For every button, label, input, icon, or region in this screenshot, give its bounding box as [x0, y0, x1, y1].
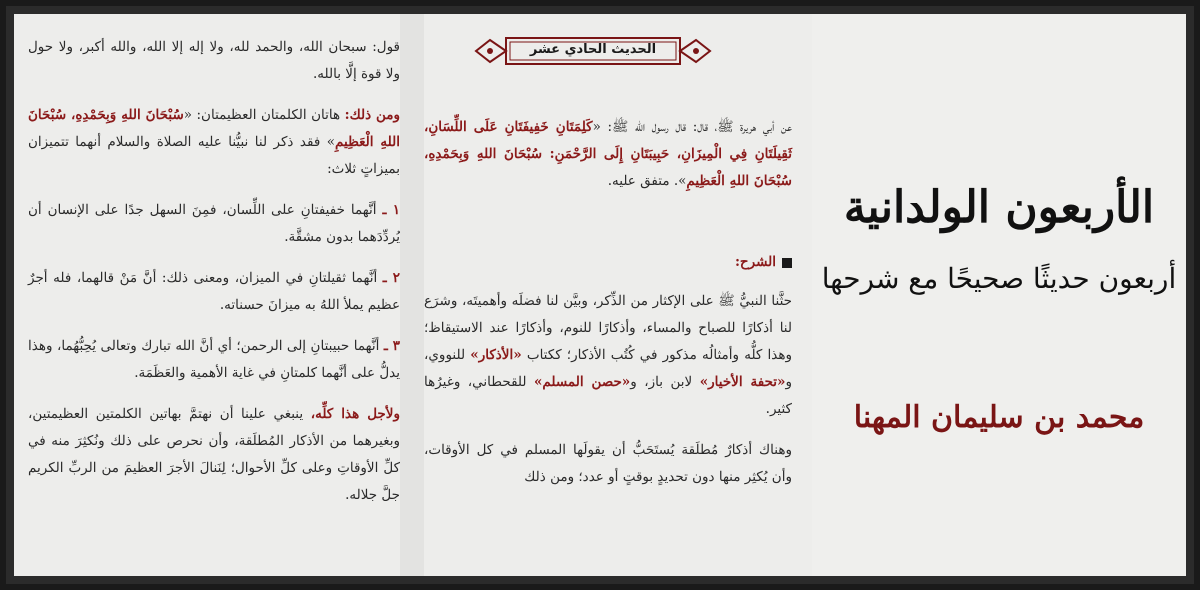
book-spread — [14, 14, 1186, 576]
hadith-quote: كَلِمَتَانِ خَفِيفَتَانِ عَلَى اللِّسَانِ، ثَقِيلَتَانِ فِي الْمِيزَانِ، حَبِيبَتَانِ إِلَى الرَّحْمَنِ: سُبْحَانَ اللهِ وَبِحَمْدِهِ، سُبْحَانَ اللهِ الْعَظِيمِ — [424, 119, 792, 189]
book-title-sub: أربعون حديثًا صحيحًا مع شرحها — [821, 262, 1177, 295]
item-text: أنَّهما حبيبتانِ إلى الرحمن؛ أي أنَّ الله تبارك وتعالى يُحِبُّهُما، وهذا يدلُّ على أنَّهما كلمتانِ في غاية الأهمية والعَظَمَة. — [28, 338, 400, 381]
sharh-heading: الشرح: — [734, 254, 776, 270]
book-title: «الأذكار» — [470, 347, 522, 363]
book-title: «تحفة الأخيار» — [699, 374, 786, 390]
hadith-intro: عن أبي هريرة ﷺ، قال: قال رسول الله ﷺ: « — [592, 119, 793, 135]
list-item-2 — [28, 265, 400, 319]
sharh-paragraph-2: وهناك أذكارٌ مُطلَقة يُستَحَبُّ أن يقولَها المسلم في كل الأوقات، وأن يُكثِر منها دون تحديدٍ بوقتٍ أو عدد؛ ومن ذلك — [424, 442, 792, 485]
item-number: ٣ ـ — [383, 338, 401, 354]
text-part: للقحطاني، وغيرُها كثير. — [424, 374, 792, 417]
middle-page-column — [424, 14, 792, 576]
paragraph-two-words — [28, 102, 400, 183]
text-part: ينبغي علينا أن نهتمَّ بهاتين الكلمتين العظيمتين، وبغيرهما من الأذكار المُطلَقة، وأن نحرص على ذلك ونُكثِرَ منه في كلِّ الأوقاتِ وعلى كلِّ الأحوال؛ لِنَنالَ الأجرَ العظيمَ من الربِّ الكريم جلَّ جلاله. — [28, 406, 400, 503]
list-item-1 — [28, 197, 400, 251]
page-gutter — [400, 14, 424, 576]
book-title: «حصن المسلم» — [533, 374, 631, 390]
hadith-closing: ». متفق عليه. — [607, 173, 687, 189]
cover-page — [812, 14, 1186, 576]
text-part: حثَّنا النبيُّ ﷺ على الإكثار من الذِّكر، وبيَّن لنا فضلَه وأهميتَه، وشرَع لنا أذكارًا للصباح والمساء، وأذكارًا للنوم، وأذكارًا عند الاستيقاظ؛ وهذا كلُّه وأمثالُه مذكور في كُتُب الأذكار؛ ككتاب — [424, 293, 793, 363]
highlight-phrase: سُبْحَانَ اللهِ وَبِحَمْدِهِ، سُبْحَانَ اللهِ الْعَظِيمِ — [28, 107, 400, 150]
item-text: أنَّهما ثقيلتانِ في الميزان، ومعنى ذلك: أنَّ مَنْ قالهما، فله أجرٌ عظيم يملأ اللهُ به ميزانَ حسناته. — [28, 270, 400, 313]
list-item-3 — [28, 333, 400, 387]
book-title-main: الأربعون الولدانية — [843, 182, 1155, 233]
sharh-paragraph-1 — [424, 288, 792, 423]
sharh-heading-row — [424, 249, 792, 276]
hadith-header-ornament — [472, 34, 714, 68]
text-part: للنووي، و — [424, 347, 793, 390]
item-number: ١ ـ — [382, 202, 401, 218]
lead-phrase: ومن ذلك: — [344, 107, 400, 123]
hadith-text — [424, 114, 792, 195]
item-text: أنَّهما خفيفتانِ على اللِّسان، فمِنَ السهل جدًا على الإنسان أن يُردِّدَهما بدون مشقَّة. — [28, 202, 400, 245]
left-page-column — [28, 14, 400, 576]
text-part: لابن باز، و — [630, 374, 693, 390]
author-name: محمد بن سليمان المهنا — [853, 400, 1145, 435]
hadith-number-title: الحديث الحادي عشر — [529, 42, 657, 57]
item-number: ٢ ـ — [382, 270, 400, 286]
lead-phrase: ولأجل هذا كلِّه، — [310, 406, 400, 422]
text-part: هاتان الكلمتان العظيمتان: « — [183, 107, 341, 123]
paragraph-conclusion — [28, 401, 400, 509]
paragraph-intro-dhikr: قول: سبحان الله، والحمد لله، ولا إله إلا الله، والله أكبر، ولا حول ولا قوة إلَّا بالله. — [28, 39, 400, 82]
text-part: » فقد ذكر لنا نبيُّنا عليه الصلاة والسلام أنهما تتميزان بميزاتٍ ثلاث: — [28, 134, 400, 177]
square-bullet-icon — [782, 258, 792, 268]
